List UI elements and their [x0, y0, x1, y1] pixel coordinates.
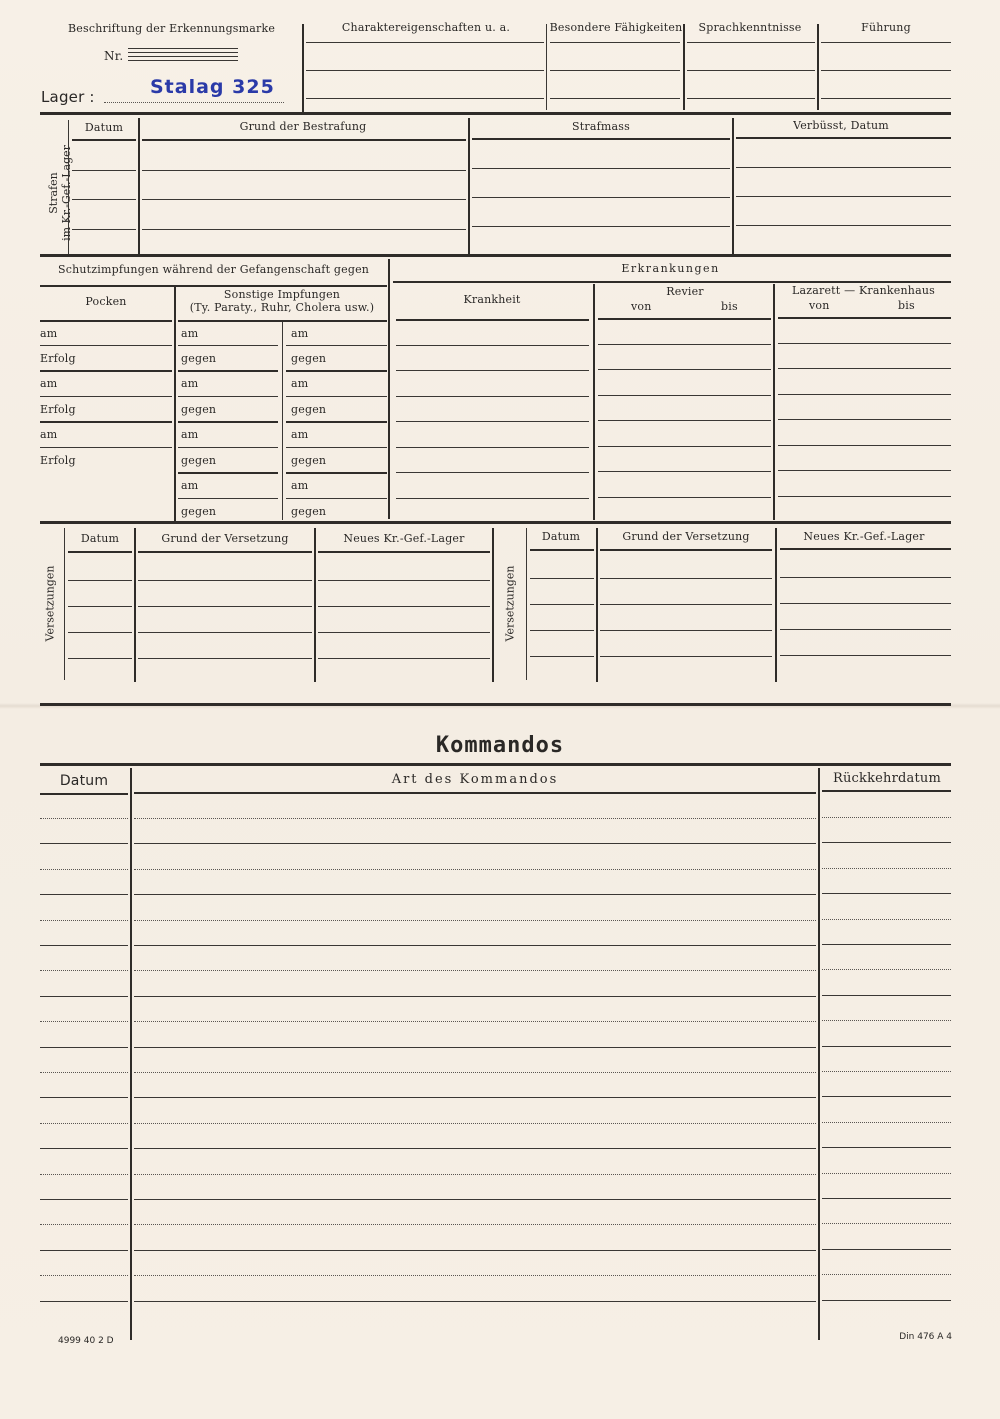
versetzung-grund-label-left: Grund der Versetzung — [161, 532, 289, 545]
strafen-verbuesst-label: Verbüsst, Datum — [793, 119, 889, 132]
kommandos-row-line — [40, 1174, 128, 1175]
kommandos-row-line — [134, 1097, 816, 1098]
pocken-row-4: Erfolg — [40, 403, 76, 416]
sonstige-b-row-5: am — [291, 428, 309, 441]
kommandos-row-line — [822, 1198, 951, 1199]
kommandos-row-line — [822, 919, 951, 920]
kommandos-art-label: Art des Kommandos — [391, 772, 559, 787]
nr-field[interactable] — [128, 48, 238, 62]
kommandos-row-line — [40, 996, 128, 997]
pocken-row-5: am — [40, 428, 58, 441]
strafen-grund-label: Grund der Bestrafung — [239, 120, 367, 133]
sonstige-b-row-1: am — [291, 327, 309, 340]
lazarett-label: Lazarett — Krankenhaus — [792, 284, 935, 297]
versetzung-neues-label-right: Neues Kr.-Gef.-Lager — [803, 530, 925, 543]
revier-von-label: von — [631, 300, 652, 313]
kommandos-row-line — [134, 1174, 816, 1175]
footer-right-code: Din 476 A 4 — [899, 1332, 952, 1342]
kommandos-row-line — [134, 920, 816, 921]
kommandos-row-line — [134, 1224, 816, 1225]
kommandos-row-line — [40, 869, 128, 870]
pocken-row-6: Erfolg — [40, 454, 76, 467]
kommandos-row-line — [40, 945, 128, 946]
sonstige-b-row-3: am — [291, 377, 309, 390]
versetzung-datum-label-left: Datum — [80, 532, 120, 545]
erkennungsmarke-label: Beschriftung der Erkennungsmarke — [68, 22, 276, 35]
kommandos-row-line — [822, 1147, 951, 1148]
kommandos-row-line — [134, 1199, 816, 1200]
versetzungen-side-label-left: Versetzungen — [43, 565, 57, 642]
pocken-row-3: am — [40, 377, 58, 390]
kommandos-row-line — [134, 1301, 816, 1302]
sonstige-b-row-2: gegen — [291, 352, 327, 365]
kommandos-row-line — [134, 1148, 816, 1149]
kommandos-row-line — [40, 1021, 128, 1022]
footer-left-code: 4999 40 2 D — [58, 1336, 114, 1346]
kommandos-row-line — [134, 1047, 816, 1048]
kommandos-row-line — [134, 1250, 816, 1251]
lazarett-bis-label: bis — [898, 299, 915, 312]
kommandos-row-line — [822, 1223, 951, 1224]
kommandos-row-line — [822, 1122, 951, 1123]
kommandos-row-line — [134, 1072, 816, 1073]
pocken-label: Pocken — [85, 295, 127, 308]
sonstige-a-row-5: am — [181, 428, 199, 441]
kommandos-row-line — [822, 1173, 951, 1174]
kommandos-row-line — [822, 995, 951, 996]
lager-label: Lager : — [41, 88, 95, 106]
kommandos-row-line — [134, 894, 816, 895]
kommandos-row-line — [40, 1275, 128, 1276]
kommandos-row-line — [40, 1047, 128, 1048]
strafen-datum-label: Datum — [84, 121, 124, 134]
kommandos-row-line — [40, 1097, 128, 1098]
sonstige-b-row-8: gegen — [291, 505, 327, 518]
faehigkeiten-label: Besondere Fähigkeiten — [549, 21, 683, 34]
kommandos-row-line — [40, 843, 128, 844]
strafen-side-label: Strafen im Kr.-Gef.-Lager — [47, 145, 73, 241]
kommandos-row-line — [822, 842, 951, 843]
kommandos-rueckkehr-label: Rückkehrdatum — [832, 771, 942, 786]
sprach-label: Sprachkenntnisse — [698, 21, 802, 34]
sonstige-b-row-4: gegen — [291, 403, 327, 416]
charakter-label: Charaktereigenschaften u. a. — [341, 21, 511, 34]
sonstige-a-row-3: am — [181, 377, 199, 390]
sonstige-a-row-7: am — [181, 479, 199, 492]
kommandos-row-line — [822, 1020, 951, 1021]
pocken-row-2: Erfolg — [40, 352, 76, 365]
kommandos-row-line — [134, 996, 816, 997]
kommandos-datum-label: Datum — [59, 773, 109, 789]
sonstige-a-row-4: gegen — [181, 403, 217, 416]
versetzung-grund-label-right: Grund der Versetzung — [622, 530, 750, 543]
kommandos-row-line — [40, 970, 128, 971]
kommandos-row-line — [40, 1224, 128, 1225]
pocken-row-1: am — [40, 327, 58, 340]
impfungen-title: Schutzimpfungen während der Gefangenschaft gegen — [58, 263, 370, 276]
lager-field[interactable] — [104, 102, 284, 103]
kommandos-row-line — [40, 894, 128, 895]
sonstige-a-row-2: gegen — [181, 352, 217, 365]
sonstige-b-row-6: gegen — [291, 454, 327, 467]
kommandos-row-line — [40, 1072, 128, 1073]
kommandos-row-line — [40, 1199, 128, 1200]
fuehrung-label: Führung — [861, 21, 911, 34]
erkrankungen-title: Erkrankungen — [621, 262, 720, 275]
nr-label: Nr. — [104, 49, 124, 63]
kommandos-row-line — [40, 1250, 128, 1251]
kommandos-row-line — [134, 869, 816, 870]
kommandos-row-line — [822, 893, 951, 894]
kommandos-row-line — [40, 1148, 128, 1149]
kommandos-row-line — [134, 970, 816, 971]
kommandos-row-line — [134, 945, 816, 946]
kommandos-row-line — [822, 944, 951, 945]
kommandos-row-line — [822, 1249, 951, 1250]
sonstige-label: Sonstige Impfungen — [223, 288, 341, 301]
revier-bis-label: bis — [721, 300, 738, 313]
kommandos-row-line — [822, 817, 951, 818]
revier-label: Revier — [666, 285, 704, 298]
kommandos-row-line — [134, 843, 816, 844]
sonstige-sublabel: (Ty. Paraty., Ruhr, Cholera usw.) — [189, 301, 375, 314]
lager-stamp: Stalag 325 — [150, 76, 275, 98]
sonstige-b-row-7: am — [291, 479, 309, 492]
kommandos-row-line — [822, 1046, 951, 1047]
kommandos-row-line — [822, 969, 951, 970]
kommandos-row-line — [134, 1275, 816, 1276]
kommandos-row-line — [40, 1123, 128, 1124]
versetzung-neues-label-left: Neues Kr.-Gef.-Lager — [343, 532, 465, 545]
kommandos-row-line — [822, 1300, 951, 1301]
kommandos-row-line — [822, 1071, 951, 1072]
versetzung-datum-label-right: Datum — [541, 530, 581, 543]
krankheit-label: Krankheit — [463, 293, 521, 306]
kommandos-row-line — [822, 1274, 951, 1275]
sonstige-a-row-8: gegen — [181, 505, 217, 518]
kommandos-row-line — [134, 818, 816, 819]
kommandos-title: Kommandos — [435, 733, 565, 758]
sonstige-a-row-6: gegen — [181, 454, 217, 467]
lazarett-von-label: von — [809, 299, 830, 312]
sonstige-a-row-1: am — [181, 327, 199, 340]
kommandos-row-line — [40, 1301, 128, 1302]
kommandos-row-line — [40, 920, 128, 921]
strafen-strafmass-label: Strafmass — [572, 120, 630, 133]
versetzungen-side-label-right: Versetzungen — [503, 565, 517, 642]
kommandos-row-line — [822, 868, 951, 869]
kommandos-row-line — [134, 1123, 816, 1124]
kommandos-row-line — [134, 1021, 816, 1022]
kommandos-row-line — [822, 1096, 951, 1097]
kommandos-row-line — [40, 818, 128, 819]
